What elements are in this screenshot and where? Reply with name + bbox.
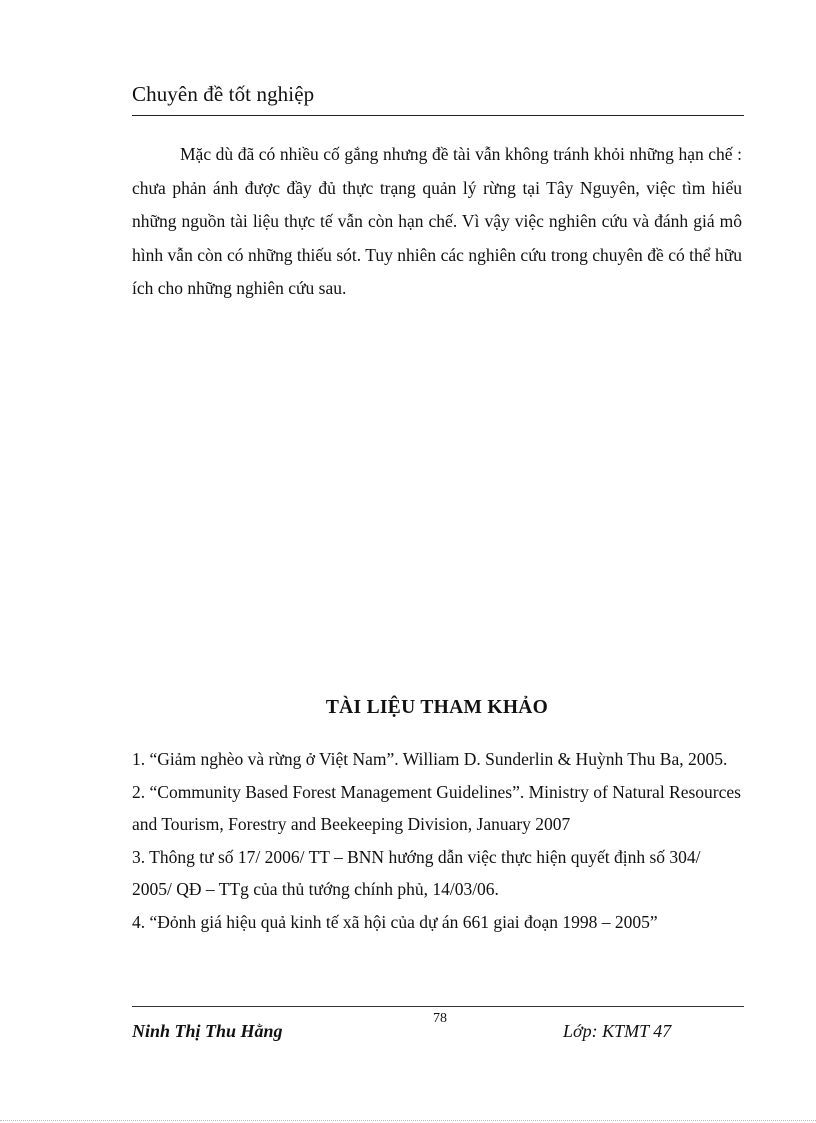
references-list [132, 743, 744, 938]
reference-item: 2. “Community Based Forest Management Guidelines”. Ministry of Natural Resources and Tourism, Forestry and Beekeeping Division, January 2007 [132, 781, 741, 834]
reference-item: 3. Thông tư số 17/ 2006/ TT – BNN hướng dẫn việc thực hiện quyết định số 304/ 2005/ QĐ – TTg của thủ tướng chính phủ, 14/03/06. [132, 846, 701, 899]
header-rule [132, 115, 744, 116]
page-bottom-dotted-rule [0, 1120, 816, 1121]
footer-author: Ninh Thị Thu Hằng [132, 1021, 283, 1041]
reference-item: 1. “Giảm nghèo và rừng ở Việt Nam”. William D. Sunderlin & Huỳnh Thu Ba, 2005. [132, 749, 728, 769]
footer-rule [132, 1006, 744, 1007]
page-number: 78 [433, 1011, 447, 1026]
header-title: Chuyên đề tốt nghiệp [132, 82, 315, 106]
references-heading: TÀI LIỆU THAM KHẢO [325, 697, 549, 718]
reference-item: 4. “Đỏnh giá hiệu quả kinh tế xã hội của dự án 661 giai đoạn 1998 – 2005” [132, 911, 658, 932]
body-paragraph: Mặc dù đã có nhiều cố gắng nhưng đề tài vẫn không tránh khỏi những hạn chế : chưa phản ánh được đầy đủ thực trạng quản lý rừng tại Tây Nguyên, việc tìm hiểu những nguồn tài liệu thực tế vẫn còn hạn chế. Vì vậy việc nghiên cứu và đánh giá mô hình vẫn còn có những thiếu sót. Tuy nhiên các nghiên cứu trong chuyên đề có thể hữu ích cho những nghiên cứu sau. [132, 144, 742, 298]
footer-class-label: Lớp: KTMT 47 [563, 1021, 672, 1041]
